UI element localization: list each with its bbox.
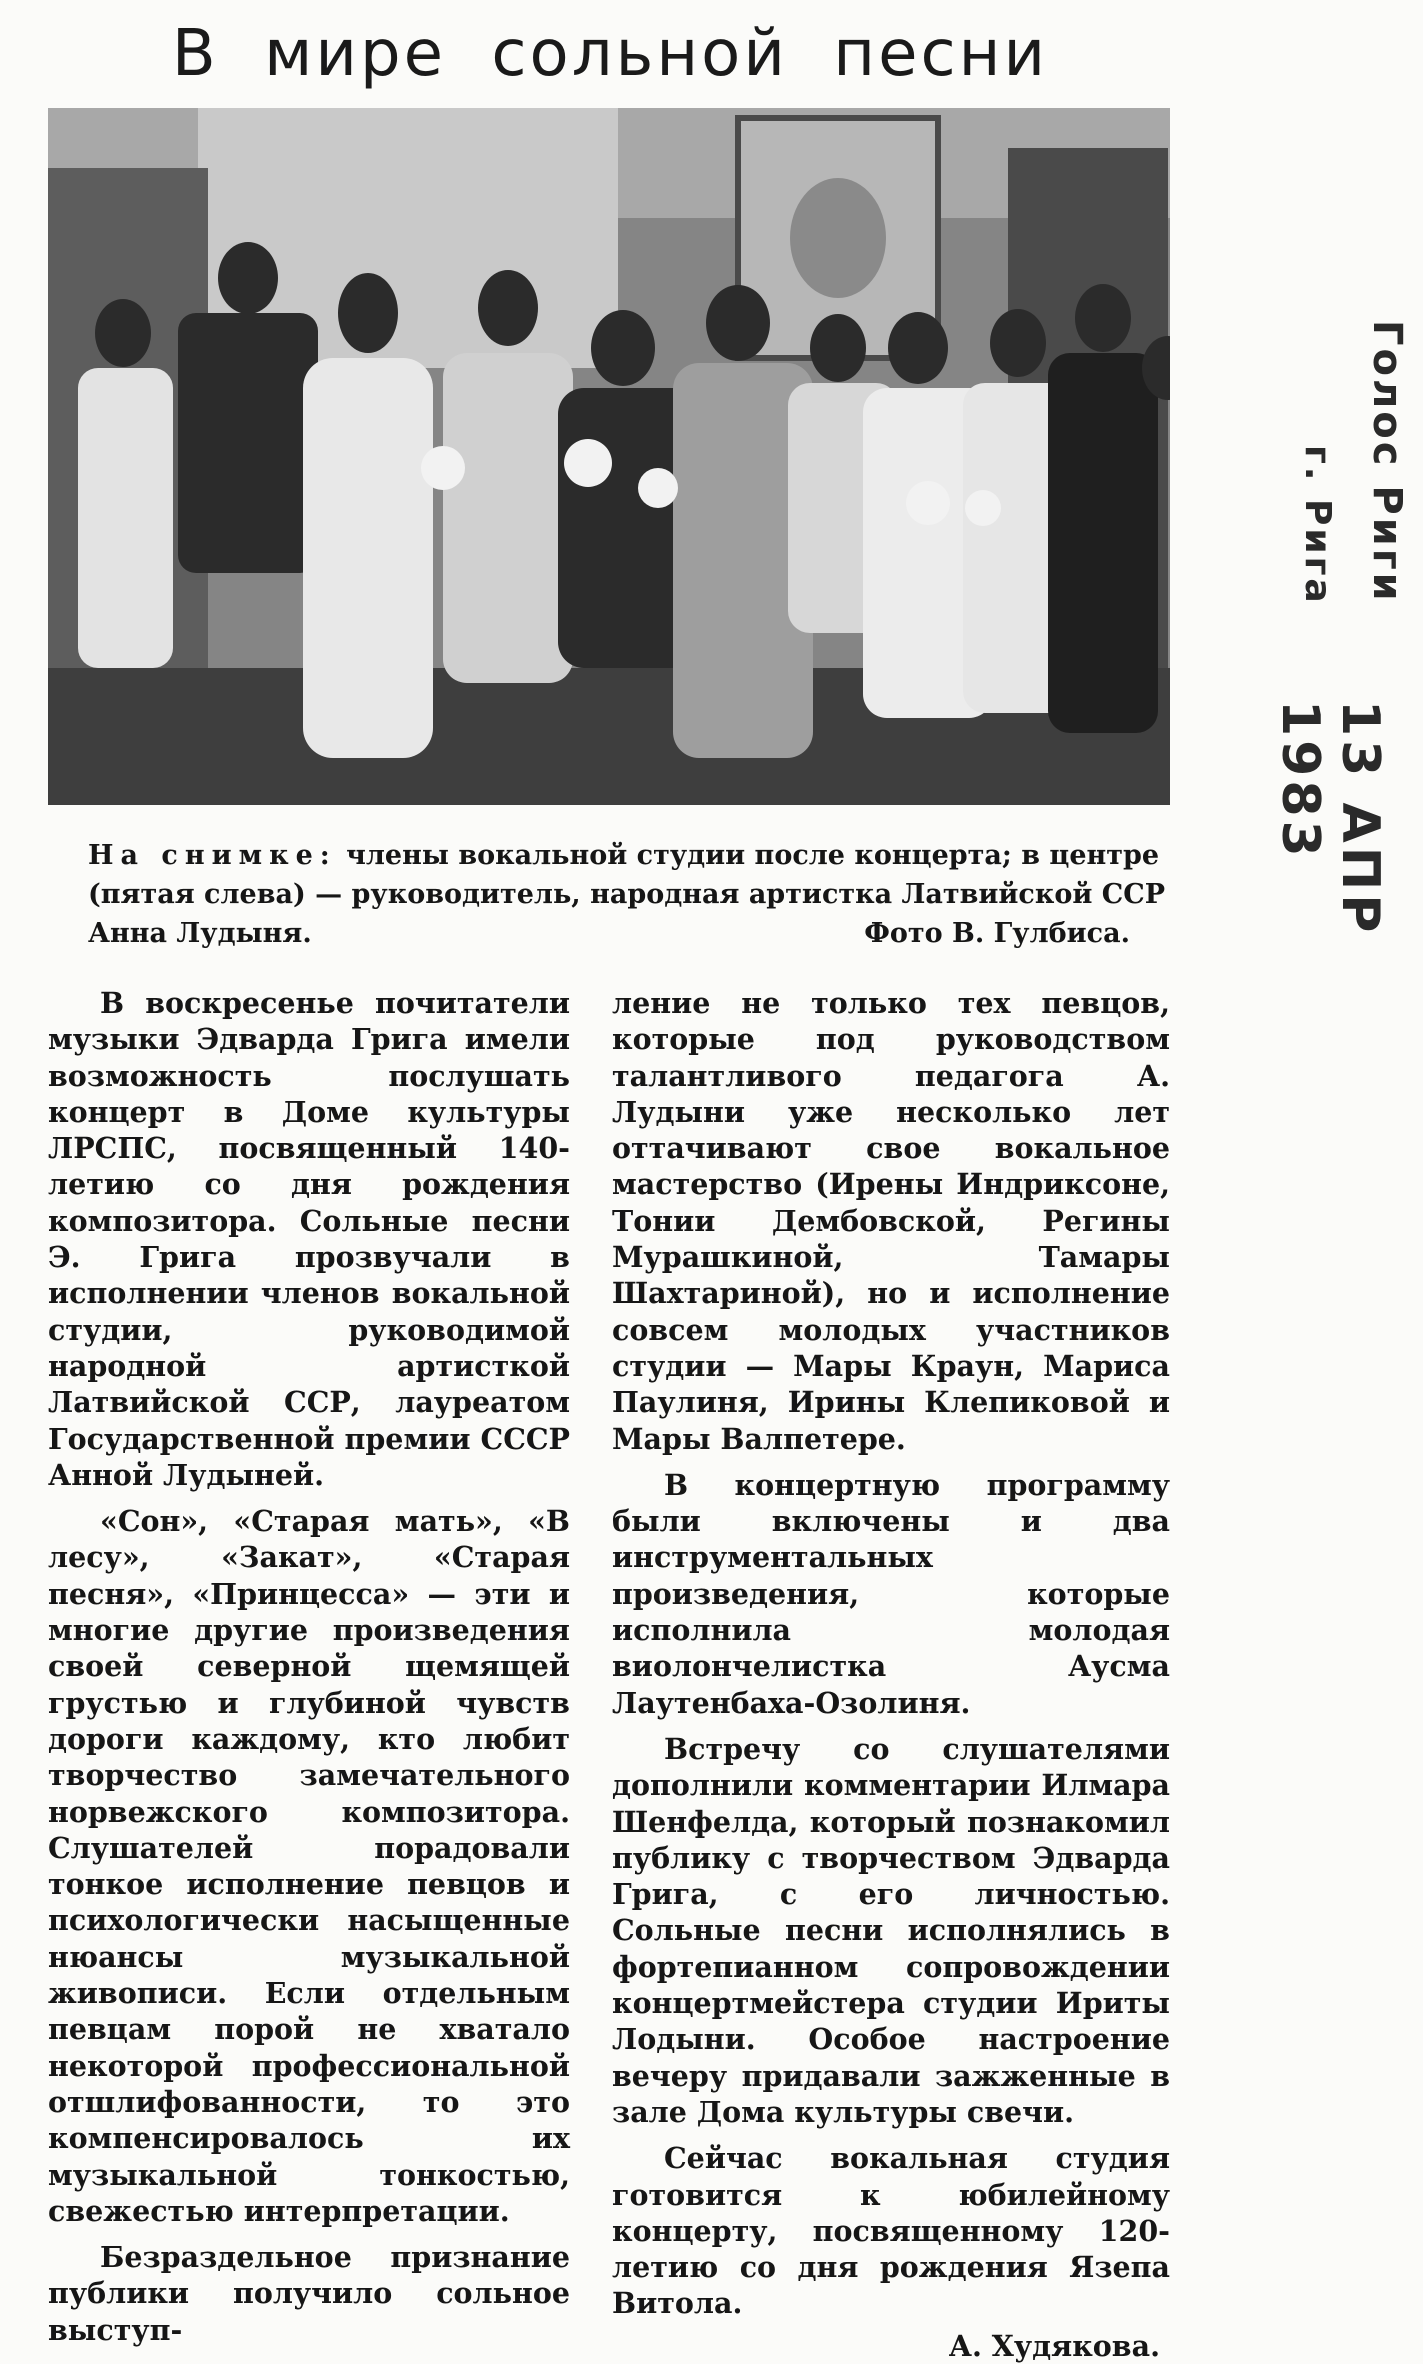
stamp-date: 13 АПР 1983 (1270, 700, 1390, 937)
stamp-newspaper-name: Голос Риги (1364, 320, 1410, 604)
paragraph: Безраздельное признание публики получило сольное выступ- (48, 2240, 570, 2347)
caption-lead: На снимке: (88, 840, 337, 871)
photo-credit: Фото В. Гулбиса. (864, 918, 1130, 949)
author-signature: А. Худякова. (948, 2328, 1160, 2363)
newspaper-stamp (1270, 320, 1420, 1100)
article-column-right (612, 985, 1170, 2363)
photo-caption (88, 836, 1170, 953)
headline: В мире сольной песни (171, 17, 1049, 91)
group-photo (48, 108, 1170, 805)
paragraph-continuation: ление не только тех певцов, которые под руководством талантливого педагога А. Лудыни уже несколько лет оттачивают свое вокальное мастерство (Ирены Индриксоне, Тонии Дембовской, Регины Мурашкиной, Тамары Шахтариной), но и исполнение совсем молодых участников студии — Мары Краун, Мариса Паулиня, Ирины Клепиковой и Мары Валпетере. (612, 986, 1170, 1456)
paragraph: Встречу со слушателями дополнили комментарии Илмара Шенфелда, который познакомил публику с творчеством Эдварда Грига, с его личностью. Сольные песни исполнялись в фортепианном сопровождении концертмейстера студии Ириты Лодыни. Особое настроение вечеру придавали зажженные в зале Дома культуры свечи. (612, 1731, 1170, 2129)
paragraph: В концертную программу были включены и два инструментальных произведения, которые исполнила молодая виолончелистка Аусма Лаутенбаха-Озолиня. (612, 1467, 1170, 1720)
paragraph: Сейчас вокальная студия готовится к юбилейному концерту, посвященному 120-летию со дня рождения Язепа Витола. (612, 2141, 1170, 2321)
article-column-left (48, 985, 570, 2347)
paragraph: «Сон», «Старая мать», «В лесу», «Закат», «Старая песня», «Принцесса» — эти и многие другие произведения своей северной щемящей грустью и глубиной чувств дороги каждому, кто любит творчество замечательного норвежского композитора. Слушателей порадовали тонкое исполнение певцов и психологически насыщенные нюансы музыкальной живописи. Если отдельным певцам порой не хватало некоторой профессиональной отшлифованности, то это компенсировалось их музыкальной тонкостью, свежестью интерпретации. (48, 1504, 570, 2228)
paragraph: В воскресенье почитатели музыки Эдварда Грига имели возможность послушать концерт в Доме культуры ЛРСПС, посвященный 140-летию со дня рождения композитора. Сольные песни Э. Грига прозвучали в исполнении членов вокальной студии, руководимой народной артисткой Латвийской ССР, лауреатом Государственной премии СССР Анной Лудыней. (48, 986, 570, 1492)
group-photo-image (48, 108, 1170, 805)
stamp-city: г. Рига (1297, 445, 1338, 606)
caption-text: члены вокальной студии после концерта; в центре (пятая слева) — руководитель, народная артистка Латвийской ССР Анна Лудыня. (88, 840, 1166, 949)
